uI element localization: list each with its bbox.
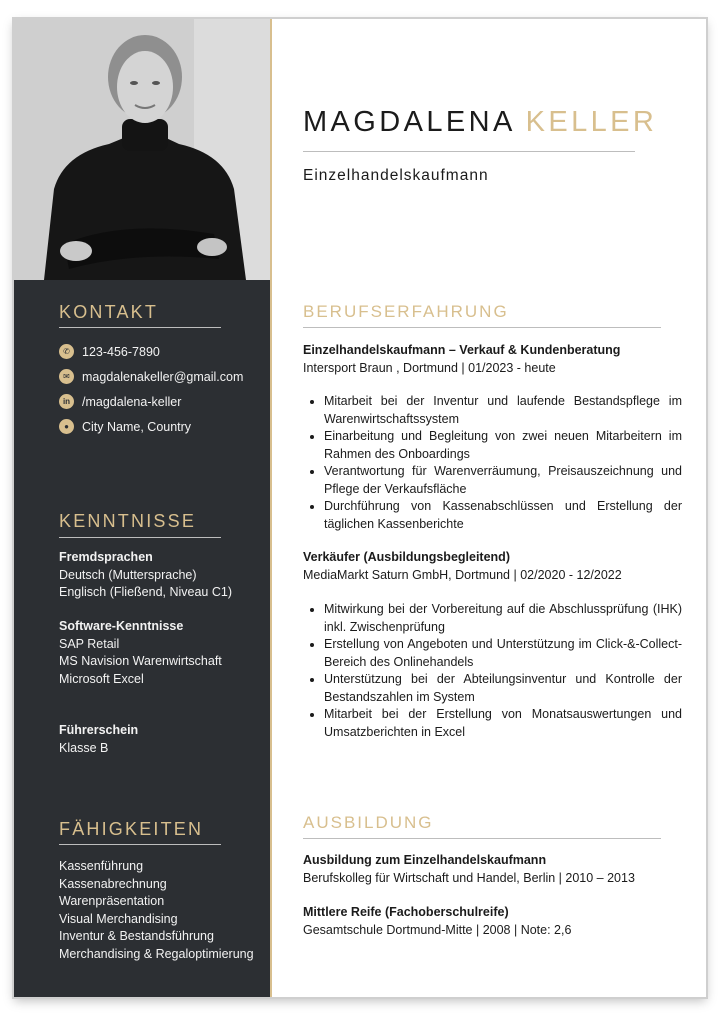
skill-languages (59, 549, 232, 602)
portrait-illustration (14, 19, 270, 280)
experience-divider (303, 327, 661, 328)
skill-software (59, 618, 222, 688)
ability-item: Merchandising & Regaloptimierung (59, 946, 254, 961)
skills-divider (59, 537, 221, 538)
experience-heading: BERUFSERFAHRUNG (303, 302, 509, 321)
ability-item: Kassenabrechnung (59, 876, 167, 891)
name-divider (303, 151, 635, 152)
bullet-item: • Verantwortung für Warenverräumung, Preisauszeichnung und Pflege der Verkaufsfläche (324, 463, 682, 498)
bullet-item: • Einarbeitung und Begleitung von zwei neuen Mitarbeitern im Rahmen des Onboardings (324, 428, 682, 463)
contact-linkedin (59, 394, 181, 409)
bullet-item: • Mitwirkung bei der Vorbereitung auf die Abschlussprüfung (IHK) inkl. Zwischenprüfung (324, 601, 682, 636)
abilities-divider (59, 844, 221, 845)
ability-item: Kassenführung (59, 859, 144, 873)
contact-divider (59, 327, 221, 328)
bullet-item: • Erstellung von Angeboten und Unterstützung im Click-&-Collect-Bereich des Onlinehandels (324, 636, 682, 671)
job-company-2: MediaMarkt Saturn GmbH, Dortmund | 02/2020 - 12/2022 (303, 567, 622, 582)
skill-license (59, 722, 138, 757)
contact-linkedin-text: /magdalena-keller (82, 394, 182, 409)
contact-heading: KONTAKT (59, 302, 159, 322)
email-icon: ✉ (59, 369, 74, 384)
location-icon: ● (59, 419, 74, 434)
ability-item: Warenpräsentation (59, 894, 165, 908)
bullet-item: • Durchführung von Kassenabschlüssen und Erstellung der täglichen Kassenberichte (324, 498, 682, 533)
job-2 (303, 549, 661, 584)
education-2 (303, 904, 661, 939)
education-detail-1: Berufskolleg für Wirtschaft und Handel, Berlin | 2010 – 2013 (303, 870, 635, 885)
skill-line: SAP Retail (59, 636, 120, 651)
phone-icon: ✆ (59, 344, 74, 359)
contact-phone-text: 123-456-7890 (82, 344, 160, 359)
last-name: KELLER (525, 106, 658, 138)
education-divider (303, 838, 661, 839)
skill-title: Führerschein (59, 723, 139, 737)
job-title-2: Verkäufer (Ausbildungsbegleitend) (303, 550, 510, 564)
skills-heading: KENNTNISSE (59, 511, 197, 531)
job-company-1: Intersport Braun , Dortmund | 01/2023 - heute (303, 360, 556, 375)
ability-item: Visual Merchandising (59, 911, 178, 926)
education-heading: AUSBILDUNG (303, 813, 434, 832)
skill-line: MS Navision Warenwirtschaft (59, 654, 222, 668)
skill-line: Englisch (Fließend, Niveau C1) (59, 585, 232, 599)
contact-email (59, 369, 243, 384)
job-title: Einzelhandelskaufmann (303, 167, 489, 184)
sidebar-accent-line (270, 19, 272, 997)
skill-line: Deutsch (Muttersprache) (59, 567, 197, 582)
job-2-bullets (303, 601, 682, 741)
linkedin-icon: in (59, 394, 74, 409)
contact-phone (59, 344, 160, 359)
contact-location (59, 419, 191, 434)
contact-email-text: magdalenakeller@gmail.com (82, 369, 244, 384)
person-name (303, 106, 657, 139)
bullet-item: • Mitarbeit bei der Inventur und laufende Bestandspflege im Warenwirtschaftssystem (324, 393, 682, 428)
sidebar (14, 19, 270, 997)
contact-location-text: City Name, Country (82, 419, 192, 434)
job-title-1: Einzelhandelskaufmann – Verkauf & Kundenberatung (303, 343, 621, 357)
education-title-2: Mittlere Reife (Fachoberschulreife) (303, 905, 509, 919)
abilities-heading: FÄHIGKEITEN (59, 819, 204, 839)
education-title-1: Ausbildung zum Einzelhandelskaufmann (303, 853, 547, 867)
ability-item: Inventur & Bestandsführung (59, 929, 214, 943)
job-1 (303, 342, 661, 377)
bullet-item: • Mitarbeit bei der Erstellung von Monatsauswertungen und Umsatzberichten in Excel (324, 706, 682, 741)
education-1 (303, 852, 661, 887)
job-1-bullets (303, 393, 682, 533)
skill-line: Klasse B (59, 740, 109, 755)
profile-photo (14, 19, 270, 280)
skill-title: Fremdsprachen (59, 550, 153, 564)
bullet-item: • Unterstützung bei der Abteilungsinventur und Kontrolle der Bestandszahlen im System (324, 671, 682, 706)
skill-line: Microsoft Excel (59, 671, 144, 686)
education-detail-2: Gesamtschule Dortmund-Mitte | 2008 | Note: 2,6 (303, 922, 572, 937)
skill-title: Software-Kenntnisse (59, 619, 184, 633)
first-name: MAGDALENA (303, 106, 515, 138)
resume-page (14, 19, 706, 997)
abilities-list (59, 858, 254, 963)
